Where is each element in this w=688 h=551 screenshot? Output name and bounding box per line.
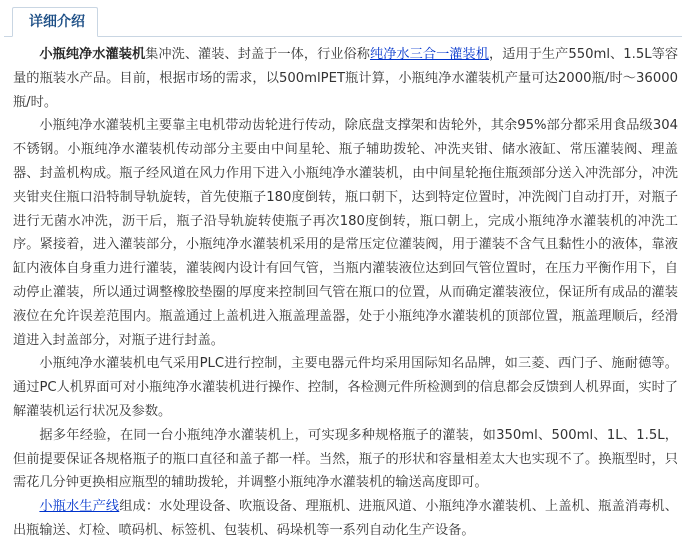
paragraph-1-text-b: ，适用于生产550ml、1.5L等容量的瓶装水产品。目前，根据市场的需求，以500mlPET瓶计算，小瓶纯净水灌装机产量可达2000瓶/时～36000瓶/时。 xyxy=(13,47,679,110)
tab-label: 详细介绍 xyxy=(29,14,85,30)
link-three-in-one-filler[interactable]: 纯净水三合一灌装机 xyxy=(369,47,489,62)
paragraph-5 xyxy=(13,495,678,543)
paragraph-1 xyxy=(13,43,678,114)
article-body xyxy=(0,37,688,543)
paragraph-1-text-a: 集冲洗、灌装、封盖于一体，行业俗称 xyxy=(145,47,370,62)
paragraph-4: 据多年经验，在同一台小瓶纯净水灌装机上，可实现多种规格瓶子的灌装，如350ml、500ml、1L、1.5L，但前提要保证各规格瓶子的瓶口直径和盖子都一样。当然，瓶子的形状和容量相差太大也实现不了。换瓶型时，只需花几分钟更换相应瓶型的辅助拨轮，并调整小瓶纯净水灌装机的输送高度即可。 xyxy=(13,427,678,491)
tab-detail-intro[interactable] xyxy=(12,7,98,37)
link-small-bottle-line[interactable]: 小瓶水生产线 xyxy=(39,499,120,515)
paragraph-3: 小瓶纯净水灌装机电气采用PLC进行控制，主要电器元件均采用国际知名品牌，如三菱、西门子、施耐德等。通过PC人机界面可对小瓶纯净水灌装机进行操作、控制，各检测元件所检测到的信息都会反馈到人机界面，实时了解灌装机运行状况及参数。 xyxy=(13,356,678,419)
paragraph-2: 小瓶纯净水灌装机主要靠主电机带动齿轮进行传动，除底盘支撑架和齿轮外，其余95%部分都采用食品级304不锈钢。小瓶纯净水灌装机传动部分主要由中间星轮、瓶子辅助拨轮、冲洗夹钳、储水液缸、常压灌装阀、理盖器、封盖机构成。瓶子经风道在风力作用下进入小瓶纯净水灌装机，由中间星轮拖住瓶颈部分送入冲洗部分，冲洗夹钳夹住瓶口沿特制导轨旋转，首先使瓶子180度倒转，瓶口朝下，达到特定位置时，冲洗阀门自动打开，对瓶子进行无菌水冲洗，沥干后，瓶子沿导轨旋转使瓶子再次180度倒转，瓶口朝上，完成小瓶纯净水灌装机的冲洗工序。紧接着，进入灌装部分，小瓶纯净水灌装机采用的是常压定位灌装阀，用于灌装不含气且黏性小的液体，靠液缸内液体自身重力进行灌装，灌装阀内设计有回气管，当瓶内灌装液位达到回气管位置时，在压力平衡作用下，自动停止灌装，所以通过调整橡胶垫圈的厚度来控制回气管在瓶口的位置，从而确定灌装液位，保证所有成品的灌装液位在允许误差范围内。瓶盖通过上盖机进入瓶盖理盖器，处于小瓶纯净水灌装机的顶部位置，瓶盖理顺后，经滑道进入封盖部分，对瓶子进行封盖。 xyxy=(13,118,678,348)
tab-bar xyxy=(4,0,682,37)
product-name: 小瓶纯净水灌装机 xyxy=(39,47,146,62)
paragraph-5-text: 组成：水处理设备、吹瓶设备、理瓶机、进瓶风道、小瓶纯净水灌装机、上盖机、瓶盖消毒机、出瓶输送、灯检、喷码机、标签机、包装机、码垛机等一系列自动化生产设备。 xyxy=(13,499,678,538)
